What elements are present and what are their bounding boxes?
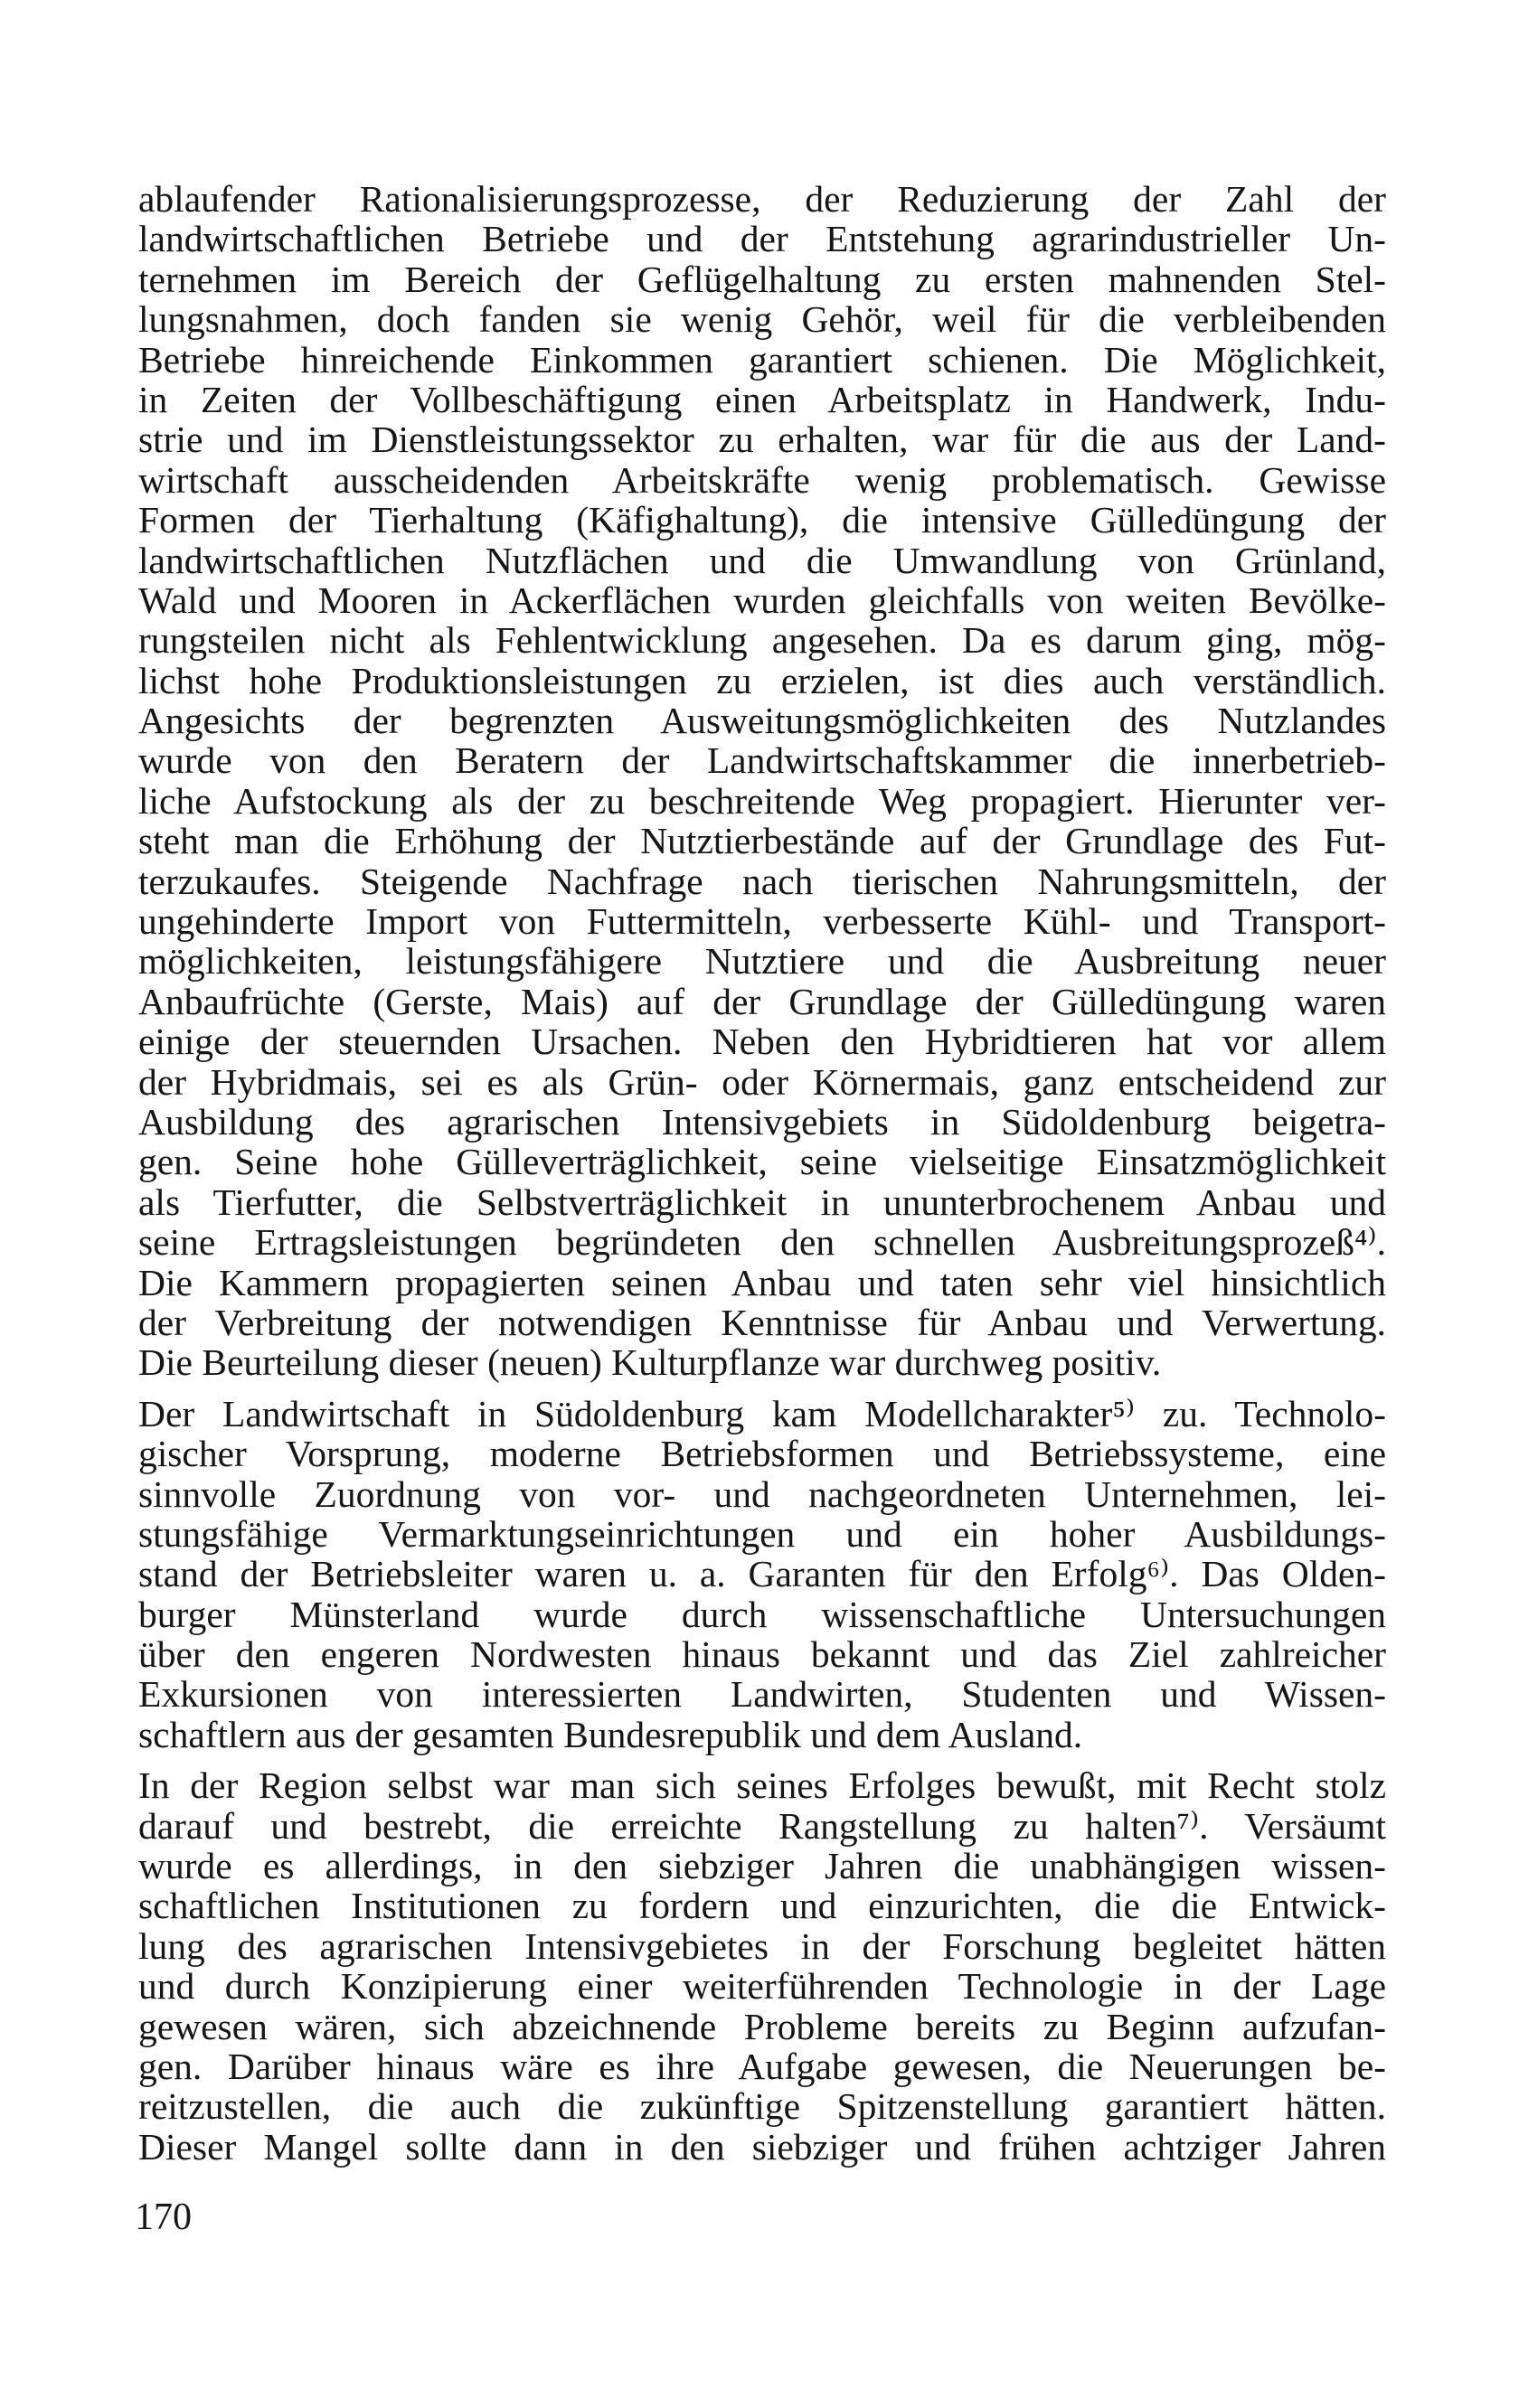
text-line: darauf und bestrebt, die erreichte Rangstellung zu halten⁷⁾. Versäumt [138,1804,1386,1847]
text-line: ternehmen im Bereich der Geflügelhaltung zu ersten mahnenden Stel- [138,258,1386,300]
text-line: Betriebe hinreichende Einkommen garantiert schienen. Die Möglichkeit, [138,338,1386,381]
text-line: wurde von den Beratern der Landwirtschaftskammer die innerbetrieb- [138,739,1386,782]
text-line: landwirtschaftlichen Betriebe und der Entstehung agrarindustrieller Un- [138,218,1386,260]
text-line: Anbaufrüchte (Gerste, Mais) auf der Grundlage der Gülledüngung waren [138,980,1386,1022]
text-line: lung des agrarischen Intensivgebietes in der Forschung begleitet hätten [138,1924,1386,1967]
text-line: gen. Darüber hinaus wäre es ihre Aufgabe gewesen, die Neuerungen be- [138,2045,1386,2087]
text-line: stand der Betriebsleiter waren u. a. Garanten für den Erfolg⁶⁾. Das Olden- [138,1553,1386,1595]
text-line: wurde es allerdings, in den siebziger Jahren die unabhängigen wissen- [138,1845,1386,1887]
text-line: der Verbreitung der notwendigen Kenntnisse für Anbau und Verwertung. [138,1301,1386,1343]
text-line: Exkursionen von interessierten Landwirten, Studenten und Wissen- [138,1673,1386,1716]
text-line: in Zeiten der Vollbeschäftigung einen Arbeitsplatz in Handwerk, Indu- [138,378,1386,420]
paragraph-2 [138,1394,1386,1755]
text-line: gen. Seine hohe Gülleverträglichkeit, seine vielseitige Einsatzmöglichkeit [138,1141,1386,1183]
text-line: rungsteilen nicht als Fehlentwicklung angesehen. Da es darum ging, mög- [138,619,1386,662]
paragraph-3 [138,1765,1386,2167]
text-line: der Hybridmais, sei es als Grün- oder Körnermais, ganz entscheidend zur [138,1060,1386,1103]
text-line: wirtschaft ausscheidenden Arbeitskräfte wenig problematisch. Gewisse [138,458,1386,501]
text-line: ungehinderte Import von Futtermitteln, verbesserte Kühl- und Transport- [138,900,1386,943]
text-line: burger Münsterland wurde durch wissenschaftliche Untersuchungen [138,1593,1386,1635]
text-line: sinnvolle Zuordnung von vor- und nachgeordneten Unternehmen, lei- [138,1472,1386,1515]
text-line: strie und im Dienstleistungssektor zu erhalten, war für die aus der Land- [138,419,1386,461]
text-line: Dieser Mangel sollte dann in den siebziger und frühen achtziger Jahren [138,2125,1386,2168]
text-line: einige der steuernden Ursachen. Neben den Hybridtieren hat vor allem [138,1021,1386,1063]
text-line: schaftlichen Institutionen zu fordern und einzurichten, die die Entwick- [138,1885,1386,1927]
text-line: Die Kammern propagierten seinen Anbau und taten sehr viel hinsichtlich [138,1261,1386,1303]
page-body [138,179,1386,2167]
text-line: stungsfähige Vermarktungseinrichtungen und ein hoher Ausbildungs- [138,1512,1386,1555]
page-number: 170 [135,2196,192,2238]
text-line: Ausbildung des agrarischen Intensivgebiets in Südoldenburg beigetra- [138,1100,1386,1143]
text-line: liche Aufstockung als der zu beschreitende Weg propagiert. Hierunter ver- [138,779,1386,822]
text-line: möglichkeiten, leistungsfähigere Nutztiere und die Ausbreitung neuer [138,940,1386,983]
text-line: ablaufender Rationalisierungsprozesse, der Reduzierung der Zahl der [138,178,1386,220]
text-line: steht man die Erhöhung der Nutztierbestände auf der Grundlage des Fut- [138,820,1386,862]
text-line: gewesen wären, sich abzeichnende Probleme bereits zu Beginn aufzufan- [138,2005,1386,2047]
text-line: als Tierfutter, die Selbstverträglichkeit in ununterbrochenem Anbau und [138,1180,1386,1223]
text-line: landwirtschaftlichen Nutzflächen und die Umwandlung von Grünland, [138,539,1386,581]
paragraph-1 [138,179,1386,1383]
text-line: Angesichts der begrenzten Ausweitungsmöglichkeiten des Nutzlandes [138,700,1386,742]
text-line: terzukaufes. Steigende Nachfrage nach tierischen Nahrungsmitteln, der [138,860,1386,902]
text-line: In der Region selbst war man sich seines Erfolges bewußt, mit Recht stolz [138,1764,1386,1807]
text-line: über den engeren Nordwesten hinaus bekannt und das Ziel zahlreicher [138,1633,1386,1676]
text-line: gischer Vorsprung, moderne Betriebsformen und Betriebssysteme, eine [138,1433,1386,1475]
text-line: Die Beurteilung dieser (neuen) Kulturpflanze war durchweg positiv. [138,1341,1162,1384]
text-line: Wald und Mooren in Ackerflächen wurden gleichfalls von weiten Bevölke- [138,578,1386,621]
text-line: lungsnahmen, doch fanden sie wenig Gehör, weil für die verbleibenden [138,298,1386,341]
text-line: Der Landwirtschaft in Südoldenburg kam Modellcharakter⁵⁾ zu. Technolo- [138,1392,1386,1434]
text-line: seine Ertragsleistungen begründeten den schnellen Ausbreitungsprozeß⁴⁾. [138,1221,1386,1264]
text-line: reitzustellen, die auch die zukünftige Spitzenstellung garantiert hätten. [138,2085,1386,2128]
text-line: und durch Konzipierung einer weiterführenden Technologie in der Lage [138,1965,1386,2008]
text-line: lichst hohe Produktionsleistungen zu erzielen, ist dies auch verständlich. [138,659,1386,701]
text-line: schaftlern aus der gesamten Bundesrepublik und dem Ausland. [138,1713,1083,1755]
text-line: Formen der Tierhaltung (Käfighaltung), die intensive Gülledüngung der [138,499,1386,541]
